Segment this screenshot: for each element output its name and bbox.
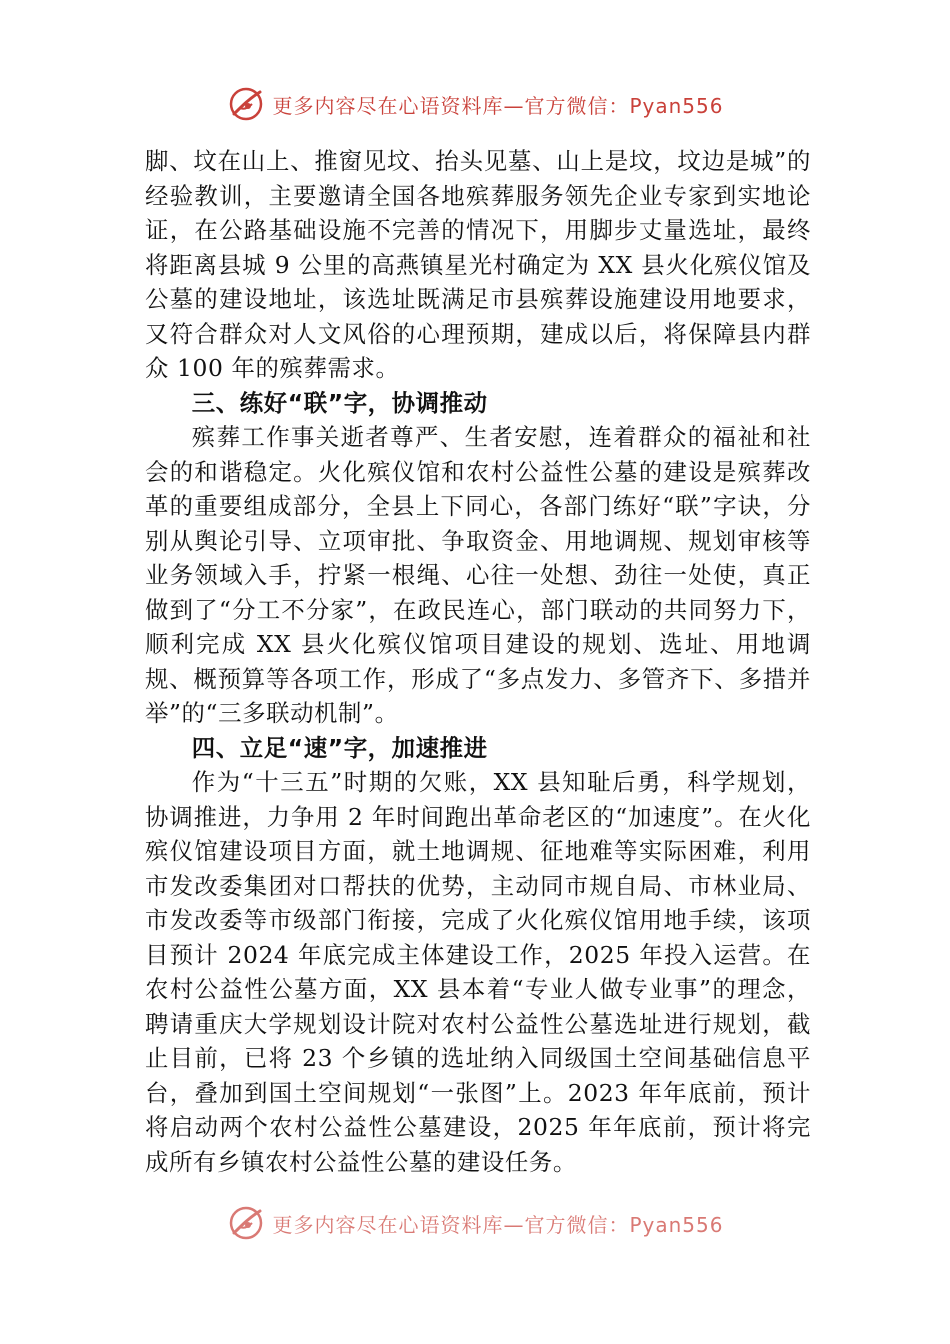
footer-watermark — [0, 1203, 950, 1243]
section-heading-4: 四、立足“速”字，加速推进 — [191, 733, 488, 762]
paragraph-section-4: 作为“十三五”时期的欠账，XX 县知耻后勇，科学规划，协调推进，力争用 2 年时间跑出革命老区的“加速度”。在火化殡仪馆建设项目方面，就土地调规、征地难等实际困难，利用市发改委集团对口帮扶的优势，主动同市规自局、市林业局、市发改委等市级部门衔接，完成了火化殡仪馆用地手续，该项目预计 2024 年底完成主体建设工作，2025 年投入运营。在农村公益性公墓方面，XX 县本着“专业人做专业事”的理念，聘请重庆大学规划设计院对农村公益性公墓选址进行规划，截止目前，已将 23 个乡镇的选址纳入同级国土空间基础信息平台，叠加到国土空间规划“一张图”上。2023 年年底前，预计将启动两个农村公益性公墓建设，2025 年年底前，预计将完成所有乡镇农村公益性公墓的建设任务。 — [145, 768, 811, 1176]
body-text — [145, 144, 811, 1179]
brush-logo-icon — [226, 1203, 266, 1243]
paragraph-continuation: 脚、坟在山上、推窗见坟、抬头见墓、山上是坟，坟边是城”的经验教训，主要邀请全国各地殡葬服务领先企业专家到实地论证，在公路基础设施不完善的情况下，用脚步丈量选址，最终将距离县城 9 公里的高燕镇星光村确定为 XX 县火化殡仪馆及公墓的建设地址，该选址既满足市县殡葬设施建设用地要求，又符合群众对人文风俗的心理预期，建成以后，将保障县内群众 100 年的殡葬需求。 — [145, 147, 811, 382]
paragraph-section-3: 殡葬工作事关逝者尊严、生者安慰，连着群众的福祉和社会的和谐稳定。火化殡仪馆和农村公益性公墓的建设是殡葬改革的重要组成部分，全县上下同心，各部门练好“联”字诀，分别从舆论引导、立项审批、争取资金、用地调规、规划审核等业务领域入手，拧紧一根绳、心往一处想、劲往一处使，真正做到了“分工不分家”，在政民连心，部门联动的共同努力下，顺利完成 XX 县火化殡仪馆项目建设的规划、选址、用地调规、概预算等各项工作，形成了“多点发力、多管齐下、多措并举”的“三多联动机制”。 — [145, 423, 811, 727]
watermark-text: 更多内容尽在心语资料库—官方微信：Pyan556 — [272, 1212, 724, 1237]
brush-logo-icon — [226, 84, 266, 124]
header-watermark — [0, 84, 950, 124]
section-heading-3: 三、练好“联”字，协调推动 — [191, 388, 488, 417]
watermark-text: 更多内容尽在心语资料库—官方微信：Pyan556 — [272, 93, 724, 118]
